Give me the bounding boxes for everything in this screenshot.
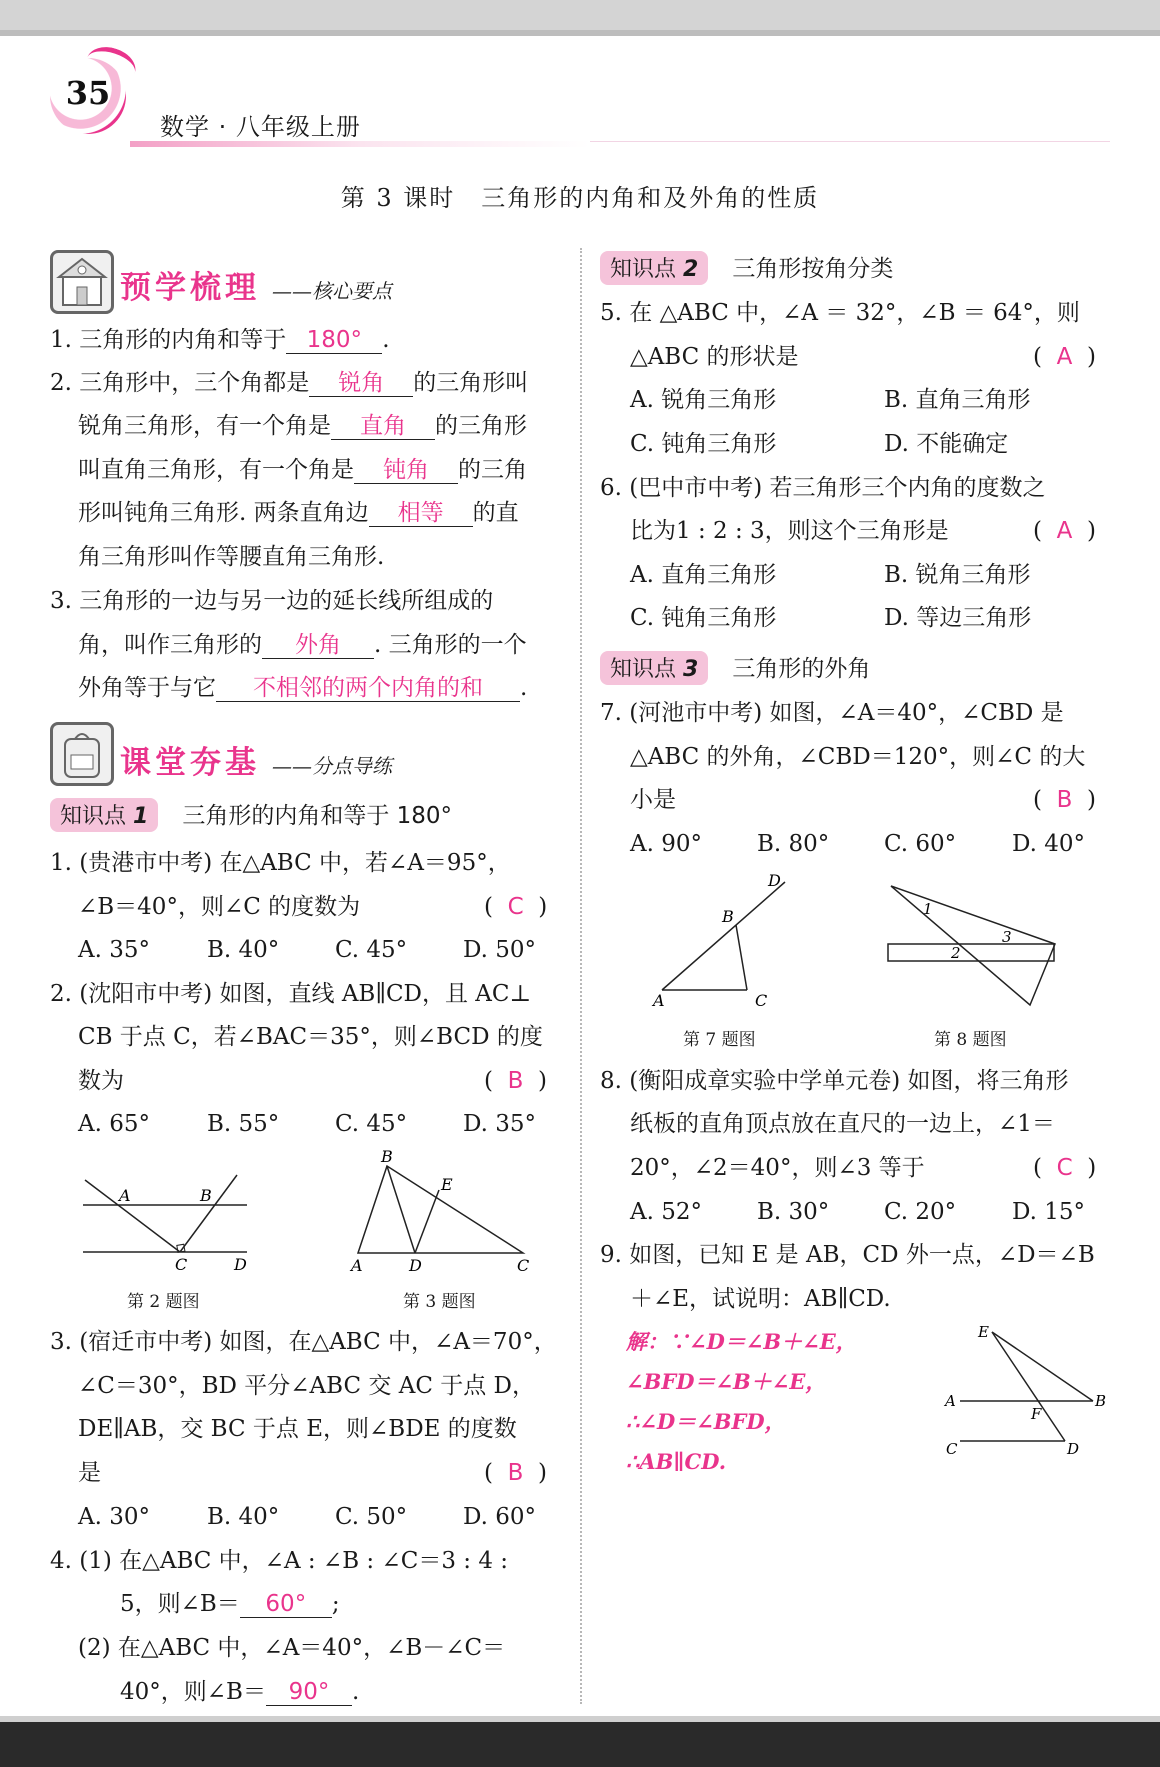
book-title: 数学 · 八年级上册 [160, 113, 361, 141]
top-bar-edge [0, 30, 1160, 36]
answer-letter: B [1056, 787, 1073, 813]
knowledge-point-tag [600, 251, 708, 285]
preview-section-subtitle: ——核心要点 [272, 279, 392, 303]
q6-line-2: 比为1 : 2 : 3，则这个三角形是 [630, 518, 949, 544]
figure-8 [885, 880, 1060, 1010]
text: 外角等于与它 [78, 675, 216, 701]
knowledge-point-title: 三角形的内角和等于 180° [182, 803, 453, 829]
q7-option-d: D. 40° [1012, 831, 1086, 857]
q5-option-c: C. 钝角三角形 [630, 431, 777, 457]
preview-item-2-line-4 [78, 498, 519, 528]
line-cb [736, 925, 747, 990]
q6-option-d: D. 等边三角形 [884, 605, 1032, 631]
preview-item-1 [50, 325, 390, 355]
ruler [888, 944, 1054, 961]
answer-letter: C [507, 894, 524, 920]
text: 角，叫作三角形的 [78, 632, 262, 658]
q4-part2-line-1: (2) 在△ABC 中，∠A＝40°，∠B－∠C＝ [78, 1635, 506, 1661]
preview-section-title: 预学梳理 [120, 270, 260, 306]
label-c: C [175, 1255, 188, 1274]
answer-blank: 180° [286, 327, 382, 354]
q6-option-b: B. 锐角三角形 [884, 562, 1031, 588]
q3-line-2: ∠C＝30°，BD 平分∠ABC 交 AC 于点 D， [78, 1373, 535, 1399]
q8-line-2: 纸板的直角顶点放在直尺的一边上，∠1＝ [630, 1111, 1055, 1137]
label-b: B [722, 907, 734, 926]
q3-line-1: 3. (宿迁市中考) 如图，在△ABC 中，∠A＝70°， [50, 1329, 557, 1355]
q5-line-1: 5. 在 △ABC 中，∠A ＝ 32°，∠B ＝ 64°，则 [600, 300, 1080, 326]
q7-option-b: B. 80° [757, 831, 830, 857]
q6-option-c: C. 钝角三角形 [630, 605, 777, 631]
figure-7 [650, 870, 800, 1010]
q9-line-2: ＋∠E，试说明：AB∥CD. [630, 1286, 891, 1312]
knowledge-point-tag [600, 651, 708, 685]
text: 的直 [472, 500, 519, 526]
bottom-bar [0, 1722, 1160, 1767]
tag-label: 知识点 [610, 657, 677, 682]
answer-blank: 钝角 [354, 457, 458, 484]
label-b: B [1095, 1392, 1107, 1410]
text: 的三角 [458, 457, 527, 483]
line-ed [992, 1332, 1065, 1441]
label-e: E [978, 1323, 989, 1341]
angle-1-label: 1 [923, 900, 933, 918]
knowledge-point-title: 三角形的外角 [732, 656, 871, 682]
text: 的三角形 [435, 413, 527, 439]
label-a: A [945, 1392, 956, 1410]
line-de [415, 1190, 439, 1253]
q8-option-a: A. 52° [630, 1199, 702, 1225]
q7-line-3: 小是 [630, 787, 676, 813]
text: 1. 三角形的内角和等于 [50, 327, 287, 353]
label-c: C [946, 1440, 958, 1458]
answer-letter: A [1056, 344, 1073, 370]
figure-8-caption: 第 8 题图 [934, 1030, 1007, 1050]
figure-7-caption: 第 7 题图 [683, 1030, 756, 1050]
text: ; [331, 1591, 340, 1617]
text: 2. 三角形中，三个角都是 [50, 370, 310, 396]
q3-answer: ( B ) [484, 1460, 547, 1486]
figure-2 [75, 1165, 255, 1275]
q2-option-c: C. 45° [335, 1111, 408, 1137]
q2-option-a: A. 65° [78, 1111, 150, 1137]
q4-part2-line-2 [120, 1677, 359, 1707]
q2-line-3: 数为 [78, 1068, 124, 1094]
q7-answer: ( B ) [1033, 787, 1096, 813]
q1-line-1: 1. (贵港市中考) 在△ABC 中，若∠A＝95°， [50, 850, 511, 876]
q3-option-a: A. 30° [78, 1504, 150, 1530]
angle-2-label: 2 [951, 944, 961, 962]
figure-3 [345, 1150, 535, 1275]
q7-option-c: C. 60° [884, 831, 957, 857]
answer-blank: 外角 [262, 632, 374, 659]
column-divider [580, 248, 582, 1704]
q3-line-3: DE∥AB，交 BC 于点 E，则∠BDE 的度数 [78, 1416, 517, 1442]
label-e: E [441, 1175, 453, 1194]
q3-option-d: D. 60° [463, 1504, 537, 1530]
tag-number: 2 [683, 257, 699, 282]
label-d: D [768, 871, 781, 890]
preview-item-2-line-2 [78, 411, 527, 441]
figure-9 [940, 1320, 1115, 1460]
q9-solution-line-4: ∴AB∥CD. [626, 1449, 727, 1474]
answer-letter: A [1056, 518, 1073, 544]
q1-option-c: C. 45° [335, 937, 408, 963]
triangle-board [891, 886, 1055, 1005]
knowledge-point-3-header [600, 650, 870, 685]
q1-option-b: B. 40° [207, 937, 280, 963]
label-f: F [1031, 1405, 1042, 1423]
knowledge-point-2-header [600, 250, 893, 285]
q8-line-1: 8. (衡阳成章实验中学单元卷) 如图，将三角形 [600, 1068, 1069, 1094]
text: . [382, 327, 390, 353]
q7-option-a: A. 90° [630, 831, 702, 857]
text: 40°，则∠B＝ [120, 1679, 266, 1705]
classroom-section-subtitle: ——分点导练 [272, 754, 392, 778]
label-a: A [351, 1256, 363, 1275]
angle-3-label: 3 [1002, 928, 1012, 946]
label-b: B [200, 1186, 212, 1205]
label-d: D [234, 1255, 247, 1274]
line-ad [662, 882, 785, 990]
label-c: C [755, 991, 768, 1010]
preview-section-header [120, 262, 392, 307]
q2-option-d: D. 35° [463, 1111, 537, 1137]
preview-item-3-line-1: 3. 三角形的一边与另一边的延长线所组成的 [50, 588, 494, 614]
school-icon [50, 250, 114, 314]
q2-line-1: 2. (沈阳市中考) 如图，直线 AB∥CD，且 AC⊥ [50, 981, 532, 1007]
q1-answer: ( C ) [484, 894, 548, 920]
preview-item-2-line-1 [50, 368, 528, 398]
q3-option-b: B. 40° [207, 1504, 280, 1530]
q9-solution-line-2: ∠BFD＝∠B＋∠E， [626, 1369, 827, 1394]
answer-letter: B [507, 1068, 524, 1094]
answer-blank: 60° [240, 1591, 332, 1618]
classroom-section-title: 课堂夯基 [120, 745, 260, 781]
q6-answer: ( A ) [1033, 518, 1096, 544]
q8-option-d: D. 15° [1012, 1199, 1086, 1225]
q7-line-1: 7. (河池市中考) 如图，∠A＝40°，∠CBD 是 [600, 700, 1064, 726]
label-a: A [119, 1186, 131, 1205]
q8-option-c: C. 20° [884, 1199, 957, 1225]
tag-label: 知识点 [610, 257, 677, 282]
answer-blank: 直角 [331, 413, 435, 440]
tag-number: 1 [133, 804, 149, 829]
text: 形叫钝角三角形. 两条直角边 [78, 500, 369, 526]
answer-letter: C [1056, 1155, 1073, 1181]
q8-answer: ( C ) [1033, 1155, 1097, 1181]
text: 叫直角三角形，有一个角是 [78, 457, 354, 483]
q7-line-2: △ABC 的外角，∠CBD＝120°，则∠C 的大 [630, 744, 1086, 770]
q1-option-a: A. 35° [78, 937, 150, 963]
line-bd [387, 1166, 415, 1253]
q2-answer: ( B ) [484, 1068, 547, 1094]
preview-item-2-line-5: 角三角形叫作等腰直角三角形. [78, 544, 385, 570]
q9-solution-line-3: ∴∠D＝∠BFD， [626, 1409, 786, 1434]
q9-solution-line-1: 解：∵∠D＝∠B＋∠E， [626, 1329, 857, 1354]
q5-option-b: B. 直角三角形 [884, 387, 1031, 413]
q3-option-c: C. 50° [335, 1504, 408, 1530]
backpack-icon [50, 722, 114, 786]
label-b: B [381, 1150, 393, 1166]
line-eb [992, 1332, 1093, 1401]
q2-option-b: B. 55° [207, 1111, 280, 1137]
page-number-badge [50, 58, 126, 134]
q6-option-a: A. 直角三角形 [630, 562, 777, 588]
page-number: 35 [65, 74, 111, 112]
text: . 三角形的一个 [374, 632, 527, 658]
q8-line-3: 20°，∠2＝40°，则∠3 等于 [630, 1155, 925, 1181]
figure-3-caption: 第 3 题图 [403, 1292, 476, 1312]
q4-part1-line-1: 4. (1) 在△ABC 中，∠A : ∠B : ∠C＝3 : 4 : [50, 1548, 509, 1574]
q3-line-4: 是 [78, 1460, 101, 1486]
text: 的三角形叫 [413, 370, 529, 396]
knowledge-point-tag [50, 798, 158, 832]
q6-line-1: 6. (巴中市中考) 若三角形三个内角的度数之 [600, 475, 1046, 501]
q4-part1-line-2 [120, 1589, 340, 1619]
text: . [520, 675, 528, 701]
q5-line-2: △ABC 的形状是 [630, 344, 799, 370]
figure-2-caption: 第 2 题图 [127, 1292, 200, 1312]
knowledge-point-1-header [50, 797, 452, 832]
label-d: D [409, 1256, 422, 1275]
answer-blank: 相等 [369, 500, 473, 527]
tag-number: 3 [683, 657, 699, 682]
label-a: A [653, 991, 665, 1010]
answer-blank: 锐角 [309, 370, 413, 397]
text: 锐角三角形，有一个角是 [78, 413, 331, 439]
q5-option-a: A. 锐角三角形 [630, 387, 777, 413]
preview-item-3-line-2 [78, 630, 527, 660]
q5-answer: ( A ) [1033, 344, 1096, 370]
preview-item-3-line-3 [78, 673, 527, 703]
knowledge-point-title: 三角形按角分类 [732, 256, 894, 282]
answer-letter: B [507, 1460, 524, 1486]
tag-label: 知识点 [60, 804, 127, 829]
text: 5，则∠B＝ [120, 1591, 240, 1617]
classroom-section-header [120, 737, 392, 782]
text: . [351, 1679, 360, 1705]
q1-option-d: D. 50° [463, 937, 537, 963]
preview-item-2-line-3 [78, 455, 527, 485]
label-c: C [517, 1256, 530, 1275]
line-ac [85, 1180, 180, 1252]
answer-blank: 90° [266, 1679, 352, 1706]
q2-line-2: CB 于点 C，若∠BAC＝35°，则∠BCD 的度 [78, 1024, 543, 1050]
q9-line-1: 9. 如图，已知 E 是 AB，CD 外一点，∠D＝∠B [600, 1242, 1095, 1268]
label-d: D [1067, 1440, 1080, 1458]
lesson-title: 第 3 课时 三角形的内角和及外角的性质 [340, 184, 820, 212]
answer-blank: 不相邻的两个内角的和 [216, 675, 520, 702]
q1-line-2: ∠B＝40°，则∠C 的度数为 [78, 894, 361, 920]
q5-option-d: D. 不能确定 [884, 431, 1009, 457]
q8-option-b: B. 30° [757, 1199, 830, 1225]
